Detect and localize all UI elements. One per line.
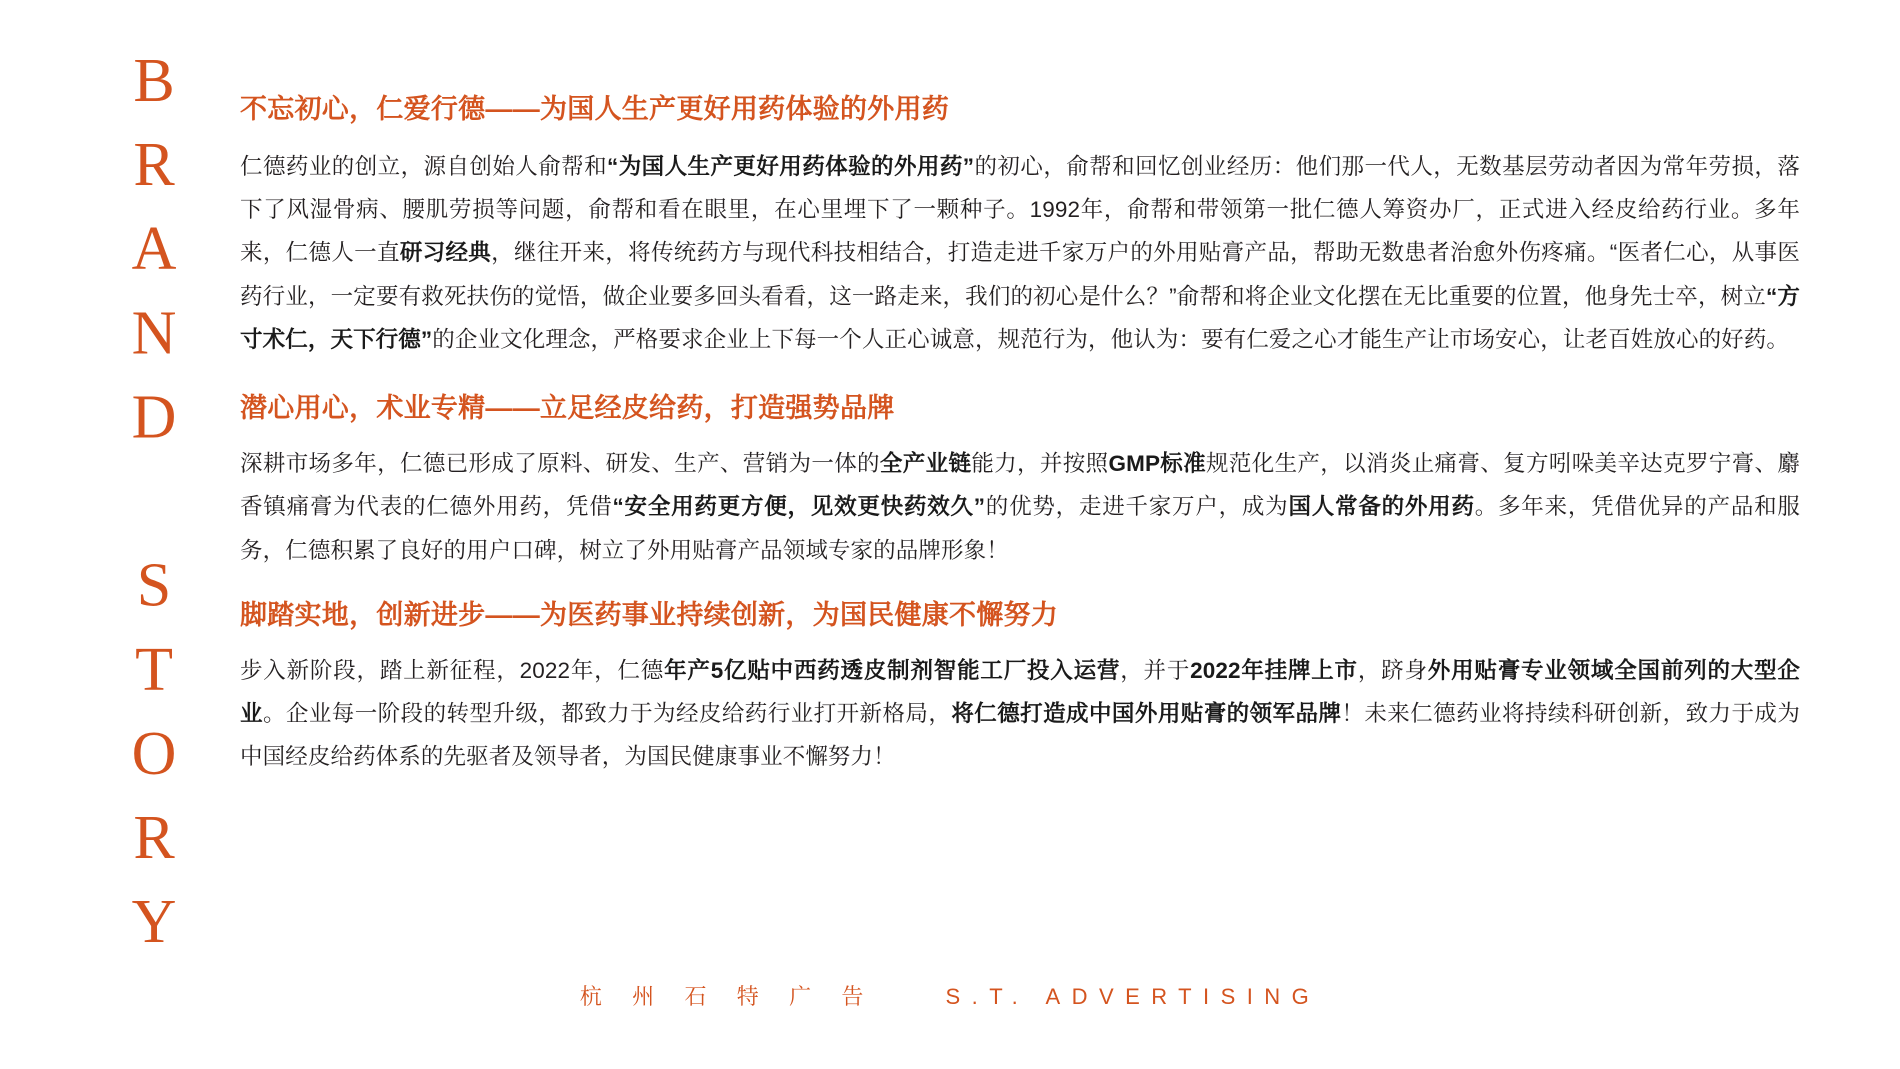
body-text: 的初心，俞帮和回忆创业经历：他们那一代人，无数基层劳动者因为常年劳损，落下了风湿骨病、腰肌劳损等问题，俞帮和看在眼里，在心里埋下了一颗种子。1992年，俞帮和带领第一批仁德人筹资办厂，正式进入经皮给药行业。多年来，仁德人一直 [240, 154, 1800, 266]
body-text: 规范化生产，以消炎止痛膏、复方吲哚美辛达克罗宁膏、麝香镇痛膏为代表的仁德外用药，凭借 [240, 451, 1800, 520]
emphasis-text: 全产业链 [879, 451, 972, 477]
section-brand-innovation [240, 598, 1800, 779]
body-text: ，继往开来，将传统药方与现代科技相结合，打造走进千家万户的外用贴膏产品，帮助无数患者治愈外伤疼痛。“医者仁心，从事医药行业，一定要有救死扶伤的觉悟，做企业要多回头看看，这一路走来，我们的初心是什么？”俞帮和将企业文化摆在无比重要的位置，他身先士卒，树立 [240, 240, 1800, 309]
body-text: 能力，并按照 [971, 451, 1109, 477]
section-3-heading: 脚踏实地，创新进步——为医药事业持续创新，为国民健康不懈努力 [240, 599, 1059, 630]
emphasis-text: 年产5亿贴中西药透皮制剂智能工厂投入运营 [664, 657, 1121, 683]
section-brand-focus [240, 391, 1800, 572]
emphasis-text: “为国人生产更好用药体验的外用药” [607, 154, 975, 180]
section-1-body [240, 145, 1800, 361]
content-column [240, 92, 1800, 788]
body-text: 仁德药业的创立，源自创始人俞帮和 [240, 154, 608, 180]
body-text: ，跻身 [1357, 657, 1428, 683]
body-text: 。多年来，凭借优异的产品和服务，仁德积累了良好的用户口碑，树立了外用贴膏产品领域专家的品牌形象！ [240, 494, 1801, 563]
body-text: ！未来仁德药业将持续科研创新，致力于成为中国经皮给药体系的先驱者及领导者，为国民健康事业不懈努力！ [240, 700, 1800, 770]
body-text: ，并于 [1120, 657, 1191, 683]
footer-agency-chinese: 杭 州 石 特 广 告 [579, 984, 876, 1009]
emphasis-text: 国人常备的外用药 [1288, 494, 1475, 520]
vertical-brand-story-title: BRAND STORY [120, 47, 188, 973]
emphasis-text: 研习经典 [399, 240, 492, 266]
emphasis-text: “安全用药更方便，见效更快药效久” [612, 494, 986, 520]
section-2-heading: 潜心用心，术业专精——立足经皮给药，打造强势品牌 [240, 393, 895, 424]
emphasis-text: “方寸术仁，天下行德” [240, 283, 1800, 352]
emphasis-text: 2022年挂牌上市 [1190, 657, 1358, 683]
section-1-heading: 不忘初心，仁爱行德——为国人生产更好用药体验的外用药 [240, 94, 950, 124]
body-text: 的企业文化理念，严格要求企业上下每一个人正心诚意，规范行为，他认为：要有仁爱之心才能生产让市场安心，让老百姓放心的好药。 [432, 326, 1790, 352]
body-text: 深耕市场多年，仁德已形成了原料、研发、生产、营销为一体的 [240, 451, 880, 477]
body-text: 步入新阶段，踏上新征程，2022年，仁德 [240, 657, 665, 683]
body-text: 。企业每一阶段的转型升级，都致力于为经皮给药行业打开新格局， [262, 700, 952, 726]
emphasis-text: 外用贴膏专业领域全国前列的大型企业 [240, 657, 1800, 726]
section-3-body [240, 649, 1800, 779]
emphasis-text: 将仁德打造成中国外用贴膏的领军品牌 [951, 700, 1342, 726]
emphasis-text: GMP标准 [1108, 451, 1207, 477]
section-2-body [240, 442, 1800, 572]
footer-credit [0, 980, 1900, 1011]
footer-agency-english: S.T. ADVERTISING [945, 984, 1321, 1009]
section-brand-origin [240, 92, 1800, 361]
body-text: 的优势，走进千家万户，成为 [985, 494, 1289, 520]
